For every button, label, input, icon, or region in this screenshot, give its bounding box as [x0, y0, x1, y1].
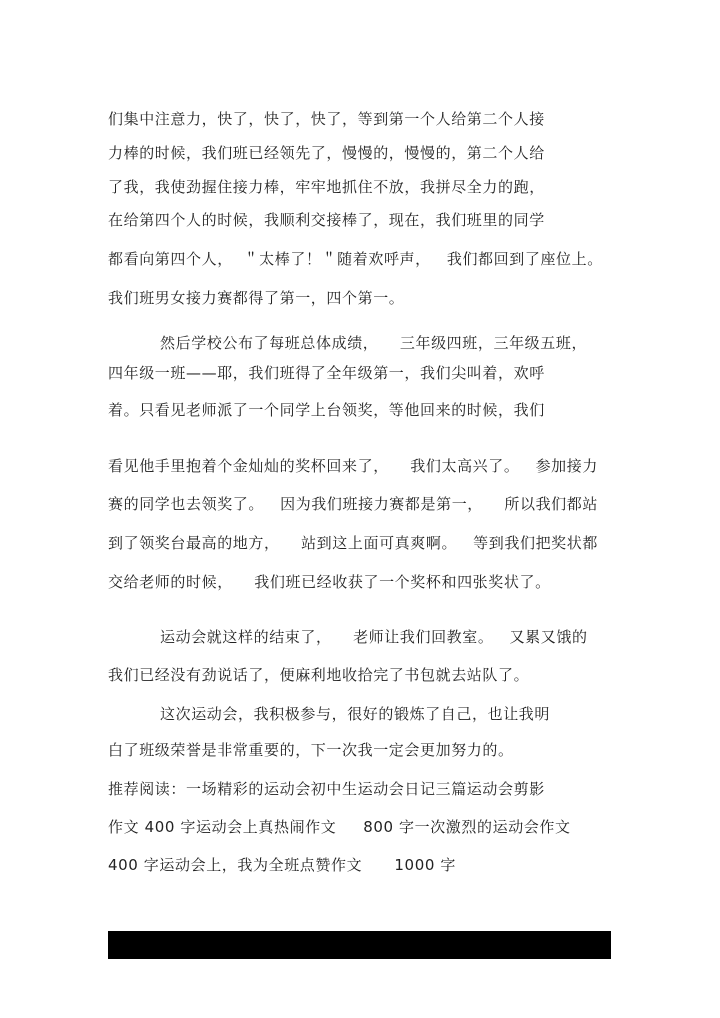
- text-line: 我们已经没有劲说话了，便麻利地收拾完了书包就去站队了。: [108, 666, 530, 684]
- text-line: 在给第四个人的时候，我顺利交接棒了，现在，我们班里的同学: [108, 211, 545, 229]
- text-line: 着。只看见老师派了一个同学上台领奖，等他回来的时候，我们: [108, 401, 545, 419]
- footer-bar: [108, 931, 611, 959]
- text-line: 赛的同学也去领奖了。 因为我们班接力赛都是第一， 所以我们都站: [108, 495, 598, 513]
- text-line: 四年级一班——耶，我们班得了全年级第一，我们尖叫着，欢呼: [108, 364, 545, 382]
- text-line: 交给老师的时候， 我们班已经收获了一个奖杯和四张奖状了。: [108, 573, 551, 591]
- recommended-reading-line: 作文 400 字运动会上真热闹作文 800 字一次激烈的运动会作文: [108, 818, 571, 836]
- text-line: 力棒的时候，我们班已经领先了，慢慢的，慢慢的，第二个人给: [108, 144, 545, 162]
- text-line: 们集中注意力，快了，快了，快了，等到第一个人给第二个人接: [108, 110, 545, 128]
- text-line: 看见他手里抱着个金灿灿的奖杯回来了， 我们太高兴了。 参加接力: [108, 457, 598, 475]
- recommended-reading-line: 400 字运动会上，我为全班点赞作文 1000 字: [108, 856, 456, 874]
- paragraph-first-line: 运动会就这样的结束了， 老师让我们回教室。 又累又饿的: [160, 628, 588, 646]
- text-line: 白了班级荣誉是非常重要的，下一次我一定会更加努力的。: [108, 741, 514, 759]
- text-line: 都看向第四个人， ＂太棒了！＂随着欢呼声， 我们都回到了座位上。: [108, 250, 603, 268]
- paragraph-first-line: 这次运动会，我积极参与，很好的锻炼了自己，也让我明: [160, 705, 551, 723]
- paragraph-first-line: 然后学校公布了每班总体成绩， 三年级四班，三年级五班，: [160, 334, 588, 352]
- text-line: 了我，我使劲握住接力棒，牢牢地抓住不放，我拼尽全力的跑，: [108, 178, 545, 196]
- text-line: 到了领奖台最高的地方， 站到这上面可真爽啊。 等到我们把奖状都: [108, 534, 598, 552]
- recommended-reading-line: 推荐阅读：一场精彩的运动会初中生运动会日记三篇运动会剪影: [108, 780, 545, 798]
- text-line: 我们班男女接力赛都得了第一，四个第一。: [108, 289, 405, 307]
